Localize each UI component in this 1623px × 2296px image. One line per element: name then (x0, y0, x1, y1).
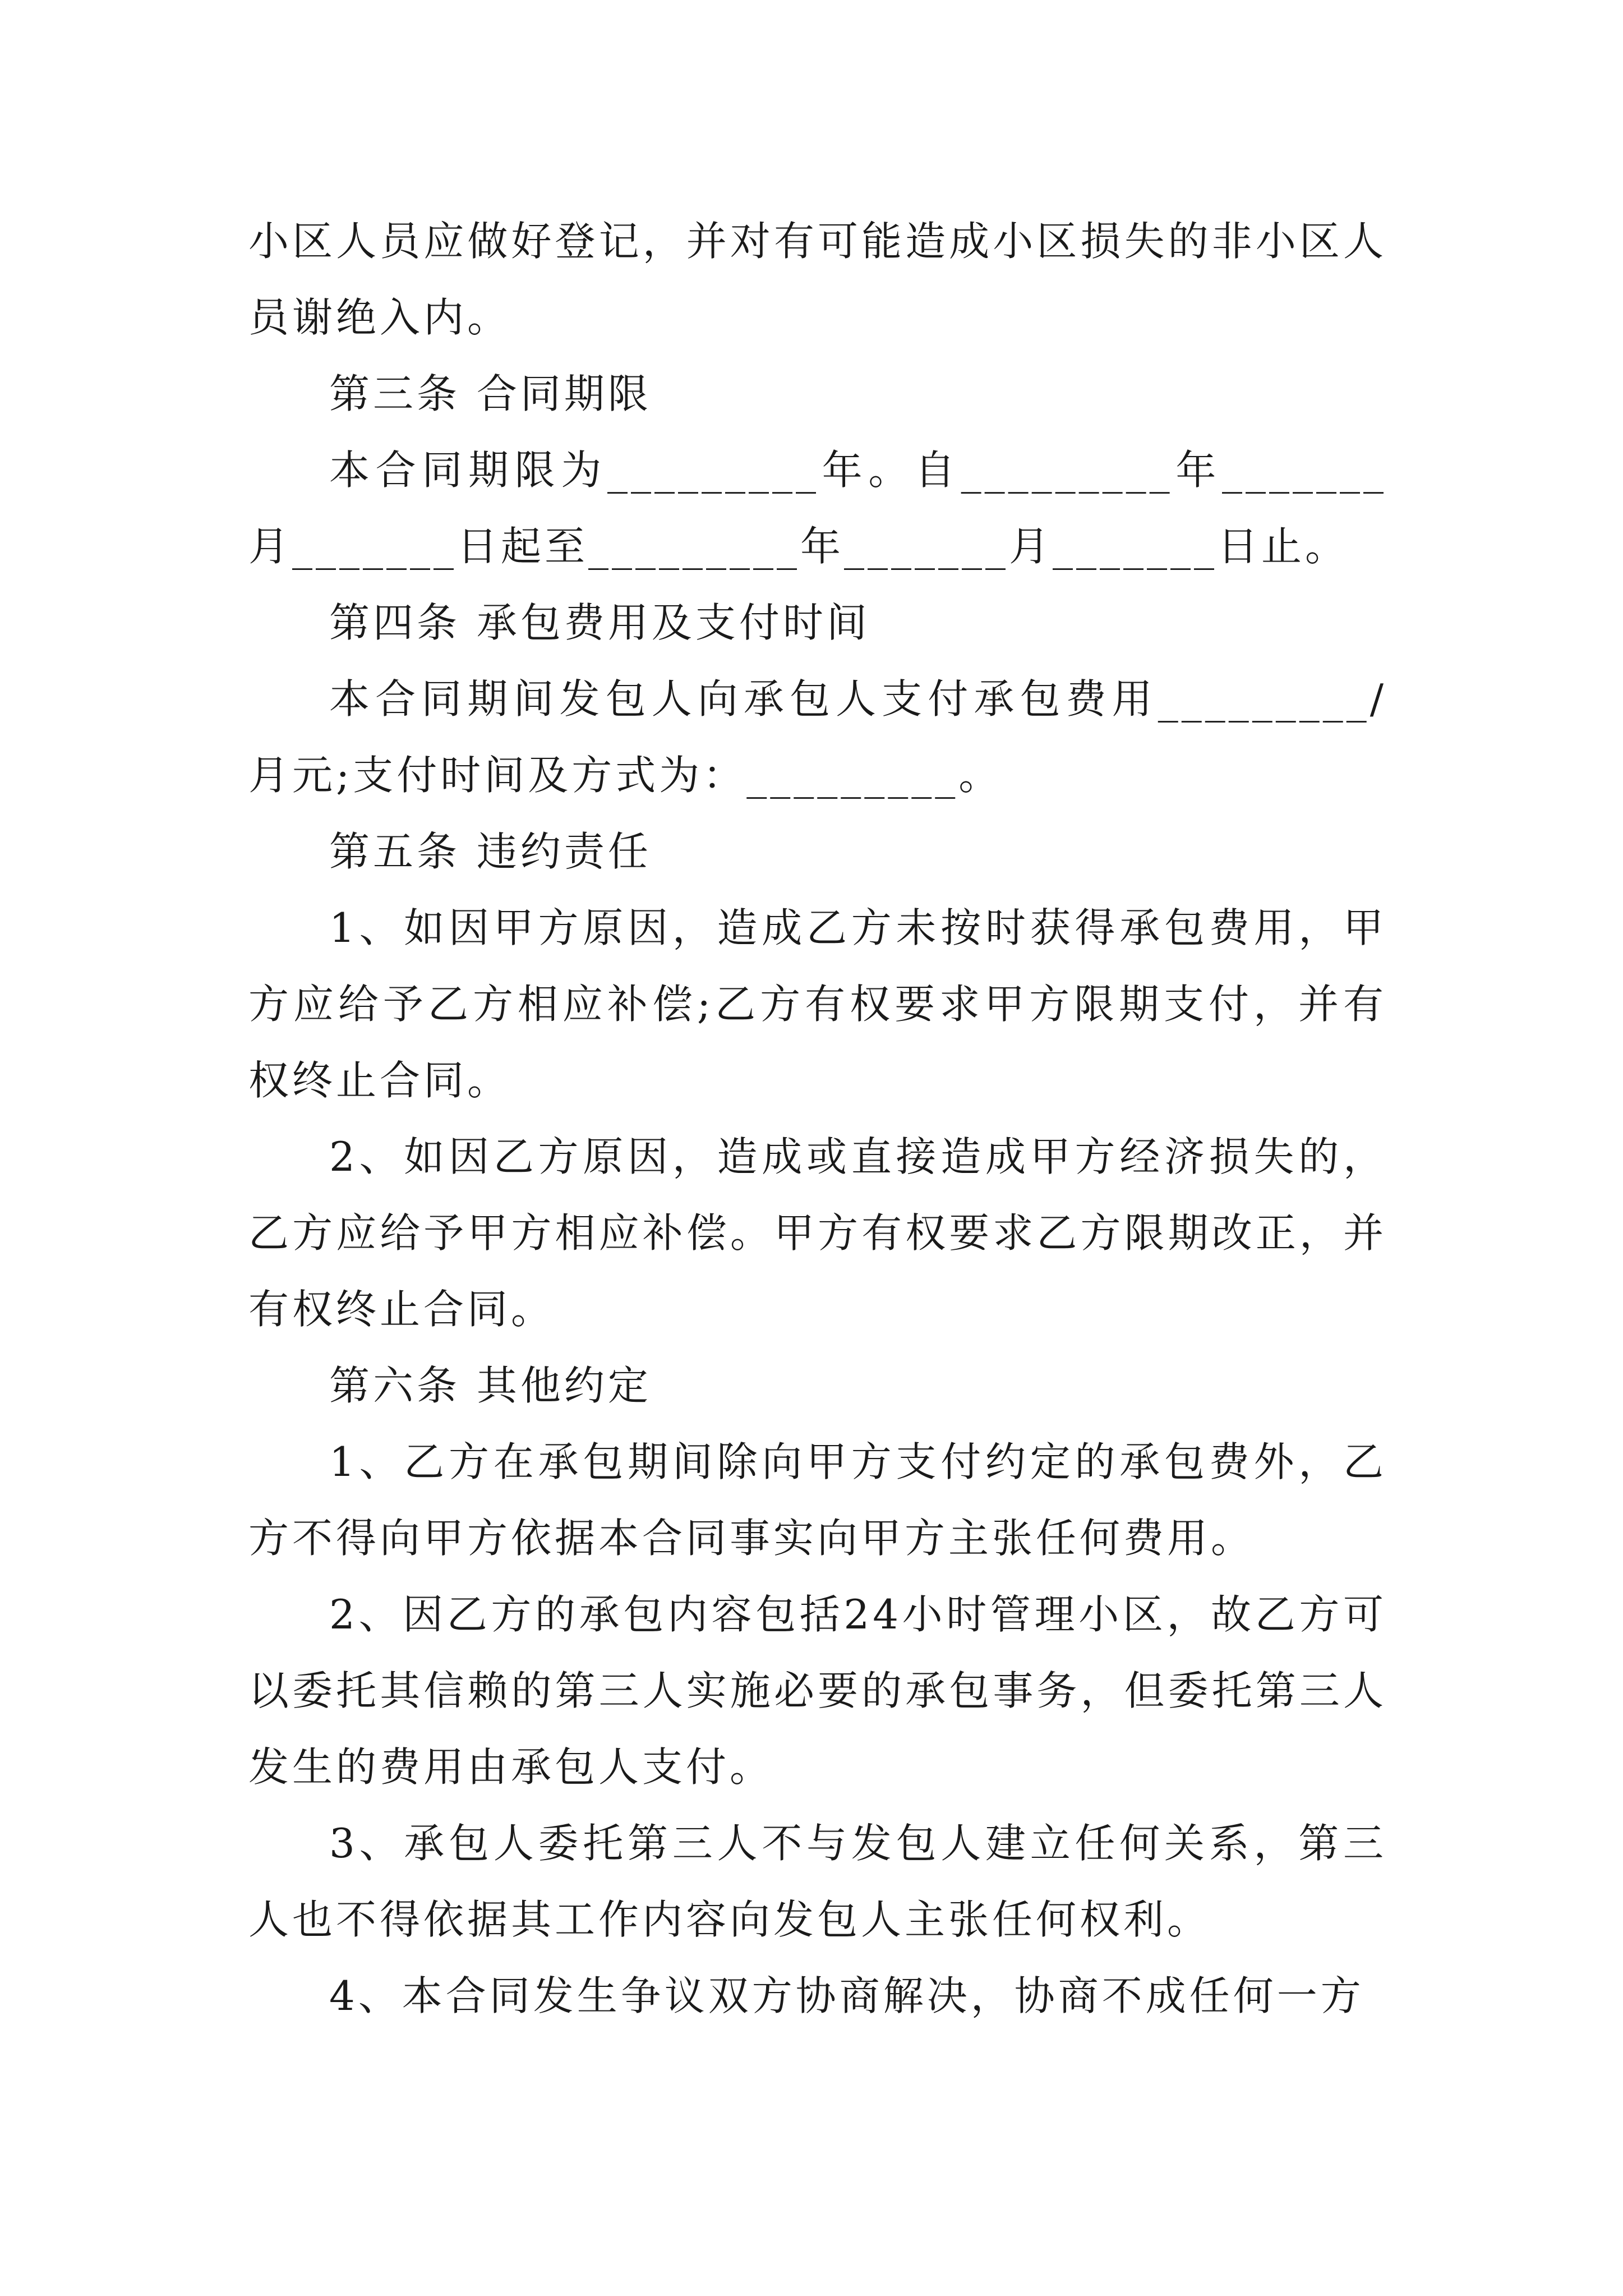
paragraph-other-3: 3、承包人委托第三人不与发包人建立任何关系，第三人也不得依据其工作内容向发包人主张任何权利。 (248, 1820, 1387, 1943)
heading-article-5: 第五条 违约责任 (329, 828, 652, 875)
heading-article-4: 第四条 承包费用及支付时间 (329, 599, 870, 646)
document-body (248, 203, 1387, 2034)
paragraph-other-4: 4、本合同发生争议双方协商解决，协商不成任何一方 (329, 1972, 1364, 2019)
heading-article-6: 第六条 其他约定 (329, 1362, 652, 1409)
heading-article-3: 第三条 合同期限 (329, 370, 652, 417)
paragraph-other-2: 2、因乙方的承包内容包括24小时管理小区，故乙方可以委托其信赖的第三人实施必要的承包事务，但委托第三人发生的费用由承包人支付。 (248, 1591, 1387, 1791)
paragraph-other-1: 1、乙方在承包期间除向甲方支付约定的承包费外，乙方不得向甲方依据本合同事实向甲方主张任何费用。 (248, 1438, 1387, 1562)
paragraph-liability-1: 1、如因甲方原因，造成乙方未按时获得承包费用，甲方应给予乙方相应补偿;乙方有权要求甲方限期支付，并有权终止合同。 (248, 904, 1387, 1104)
paragraph-continuation: 小区人员应做好登记，并对有可能造成小区损失的非小区人员谢绝入内。 (248, 218, 1387, 341)
paragraph-liability-2: 2、如因乙方原因，造成或直接造成甲方经济损失的，乙方应给予甲方相应补偿。甲方有权要求乙方限期改正，并有权终止合同。 (248, 1133, 1387, 1333)
paragraph-contract-term: 本合同期限为_________年。自_________年_______月_______日起至_________年_______月_______日止。 (248, 447, 1387, 570)
paragraph-fee-payment: 本合同期间发包人向承包人支付承包费用_________/月元;支付时间及方式为：_________。 (248, 675, 1387, 799)
